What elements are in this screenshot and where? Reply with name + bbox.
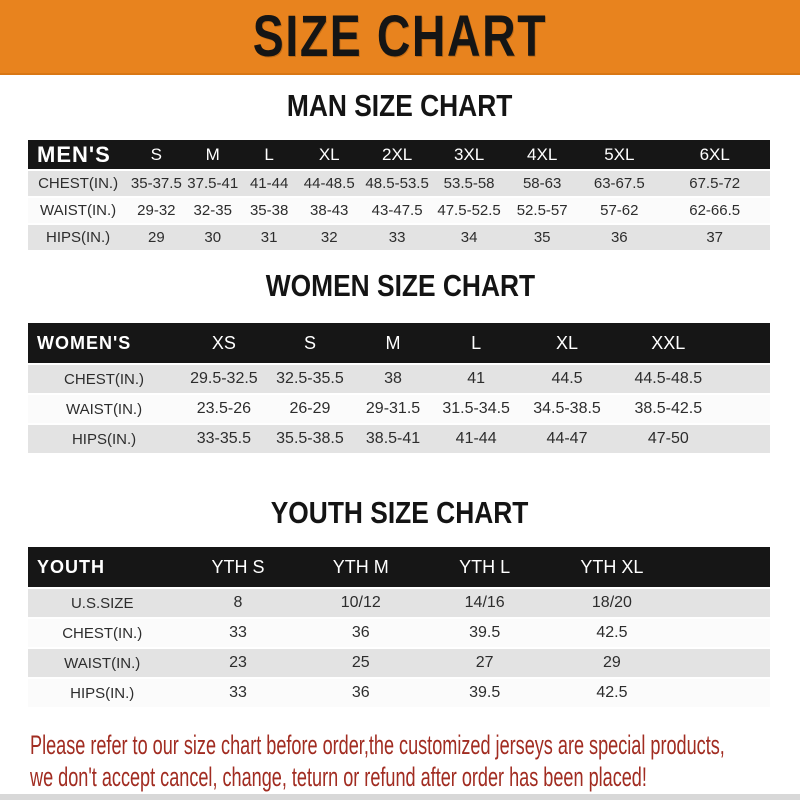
size-value: 33 <box>361 225 433 250</box>
size-column-header: 6XL <box>659 140 770 169</box>
measurement-label: U.S.SIZE <box>28 589 176 617</box>
size-value: 10/12 <box>300 589 422 617</box>
size-value: 23 <box>176 649 299 677</box>
filler-cell <box>721 365 770 393</box>
size-value: 38.5-41 <box>352 425 434 453</box>
size-value: 31 <box>241 225 297 250</box>
size-value: 39.5 <box>422 679 547 707</box>
size-column-header: XL <box>518 323 615 363</box>
size-value: 42.5 <box>547 679 676 707</box>
size-value: 26-29 <box>268 395 353 423</box>
measurement-row <box>28 365 770 393</box>
filler-cell <box>721 323 770 363</box>
size-value: 23.5-26 <box>180 395 268 423</box>
size-value: 47.5-52.5 <box>433 198 505 223</box>
heading-text: MAN SIZE CHART <box>287 88 513 123</box>
size-value: 38-43 <box>297 198 361 223</box>
bottom-border-strip <box>0 794 800 800</box>
size-column-header: M <box>185 140 241 169</box>
size-value: 33 <box>176 619 299 647</box>
men-size-chart-section <box>0 75 800 252</box>
size-value: 37.5-41 <box>185 171 241 196</box>
filler-cell <box>676 619 770 647</box>
women-size-table <box>28 321 770 455</box>
size-value: 42.5 <box>547 619 676 647</box>
policy-line-2: we don't accept cancel, change, teturn or refund after order has been placed! <box>30 762 647 792</box>
youth-table-header-row <box>28 547 770 587</box>
men-section-heading <box>0 88 800 124</box>
banner-title: SIZE CHART <box>252 4 548 69</box>
filler-cell <box>676 679 770 707</box>
size-value: 8 <box>176 589 299 617</box>
heading-text: YOUTH SIZE CHART <box>271 495 529 530</box>
size-value: 44.5-48.5 <box>616 365 721 393</box>
youth-section-heading <box>0 495 800 531</box>
size-value: 34 <box>433 225 505 250</box>
size-value: 33 <box>176 679 299 707</box>
measurement-label: HIPS(IN.) <box>28 679 176 707</box>
size-value: 14/16 <box>422 589 547 617</box>
measurement-row <box>28 679 770 707</box>
women-size-chart-section <box>0 252 800 455</box>
measurement-row <box>28 395 770 423</box>
size-value: 27 <box>422 649 547 677</box>
size-value: 41-44 <box>241 171 297 196</box>
size-value: 35-38 <box>241 198 297 223</box>
measurement-row <box>28 198 770 223</box>
measurement-row <box>28 425 770 453</box>
size-column-header: XL <box>297 140 361 169</box>
measurement-label: CHEST(IN.) <box>28 171 128 196</box>
size-value: 30 <box>185 225 241 250</box>
heading-text: WOMEN SIZE CHART <box>265 268 535 303</box>
measurement-label: HIPS(IN.) <box>28 225 128 250</box>
size-column-header: 4XL <box>505 140 579 169</box>
size-value: 38 <box>352 365 434 393</box>
size-value: 39.5 <box>422 619 547 647</box>
size-value: 29-31.5 <box>352 395 434 423</box>
measurement-label: WAIST(IN.) <box>28 198 128 223</box>
men-size-table <box>28 138 770 252</box>
measurement-label: HIPS(IN.) <box>28 425 180 453</box>
size-column-header: S <box>128 140 184 169</box>
size-value: 53.5-58 <box>433 171 505 196</box>
size-value: 35-37.5 <box>128 171 184 196</box>
size-value: 37 <box>659 225 770 250</box>
women-section-heading <box>0 268 800 304</box>
youth-size-table <box>28 545 770 709</box>
size-column-header: XXL <box>616 323 721 363</box>
size-column-header: YTH M <box>300 547 422 587</box>
size-value: 29.5-32.5 <box>180 365 268 393</box>
size-value: 44.5 <box>518 365 615 393</box>
size-value: 58-63 <box>505 171 579 196</box>
size-value: 44-47 <box>518 425 615 453</box>
order-policy-note <box>0 709 800 793</box>
size-value: 57-62 <box>579 198 659 223</box>
filler-cell <box>676 547 770 587</box>
policy-line-1: Please refer to our size chart before order,the customized jerseys are special products, <box>30 730 725 760</box>
size-value: 33-35.5 <box>180 425 268 453</box>
size-column-header: 5XL <box>579 140 659 169</box>
size-column-header: L <box>241 140 297 169</box>
youth-size-chart-section <box>0 455 800 709</box>
size-column-header: 2XL <box>361 140 433 169</box>
size-value: 25 <box>300 649 422 677</box>
size-column-header: M <box>352 323 434 363</box>
filler-cell <box>676 589 770 617</box>
size-value: 41 <box>434 365 519 393</box>
measurement-row <box>28 225 770 250</box>
youth-table-title: YOUTH <box>28 547 176 587</box>
size-chart-banner <box>0 0 800 75</box>
size-value: 41-44 <box>434 425 519 453</box>
size-value: 18/20 <box>547 589 676 617</box>
size-value: 44-48.5 <box>297 171 361 196</box>
size-value: 63-67.5 <box>579 171 659 196</box>
size-value: 35 <box>505 225 579 250</box>
filler-cell <box>721 395 770 423</box>
size-value: 32 <box>297 225 361 250</box>
size-column-header: YTH S <box>176 547 299 587</box>
men-table-header-row <box>28 140 770 169</box>
filler-cell <box>721 425 770 453</box>
women-table-header-row <box>28 323 770 363</box>
size-value: 67.5-72 <box>659 171 770 196</box>
size-column-header: L <box>434 323 519 363</box>
size-value: 35.5-38.5 <box>268 425 353 453</box>
size-value: 47-50 <box>616 425 721 453</box>
size-value: 36 <box>300 679 422 707</box>
size-column-header: YTH L <box>422 547 547 587</box>
size-value: 62-66.5 <box>659 198 770 223</box>
size-value: 29 <box>128 225 184 250</box>
size-chart-sections <box>0 75 800 709</box>
size-column-header: S <box>268 323 353 363</box>
men-table-title: MEN'S <box>28 140 128 169</box>
measurement-label: WAIST(IN.) <box>28 395 180 423</box>
size-value: 29-32 <box>128 198 184 223</box>
size-value: 34.5-38.5 <box>518 395 615 423</box>
size-value: 31.5-34.5 <box>434 395 519 423</box>
women-table-title: WOMEN'S <box>28 323 180 363</box>
measurement-row <box>28 649 770 677</box>
size-value: 52.5-57 <box>505 198 579 223</box>
measurement-row <box>28 619 770 647</box>
size-column-header: XS <box>180 323 268 363</box>
size-value: 43-47.5 <box>361 198 433 223</box>
measurement-row <box>28 171 770 196</box>
size-column-header: 3XL <box>433 140 505 169</box>
measurement-label: CHEST(IN.) <box>28 619 176 647</box>
size-value: 29 <box>547 649 676 677</box>
measurement-label: CHEST(IN.) <box>28 365 180 393</box>
size-column-header: YTH XL <box>547 547 676 587</box>
measurement-label: WAIST(IN.) <box>28 649 176 677</box>
size-value: 32-35 <box>185 198 241 223</box>
size-value: 36 <box>579 225 659 250</box>
filler-cell <box>676 649 770 677</box>
size-value: 36 <box>300 619 422 647</box>
size-value: 38.5-42.5 <box>616 395 721 423</box>
size-value: 32.5-35.5 <box>268 365 353 393</box>
measurement-row <box>28 589 770 617</box>
size-value: 48.5-53.5 <box>361 171 433 196</box>
